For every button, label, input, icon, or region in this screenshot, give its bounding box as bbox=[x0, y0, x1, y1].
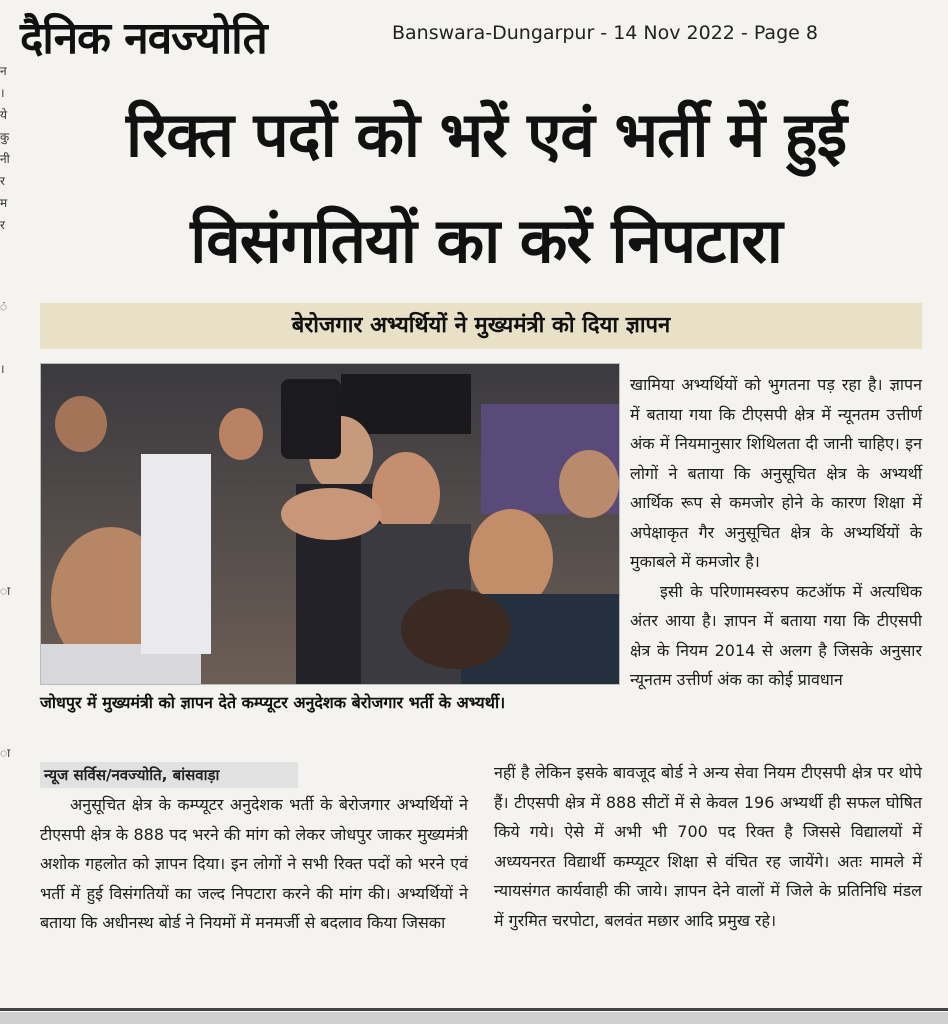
photo-caption: जोधपुर में मुख्यमंत्री को ज्ञापन देते कम्प्यूटर अनुदेशक बेरोजगार भर्ती के अभ्यर्थी। bbox=[40, 693, 506, 712]
strip-char: ा bbox=[0, 584, 11, 598]
news-photo bbox=[40, 363, 620, 685]
article-column-left bbox=[40, 790, 468, 938]
subheadline: बेरोजगार अभ्यर्थियों ने मुख्यमंत्री को दिया ज्ञापन bbox=[40, 303, 922, 349]
strip-char: कु bbox=[0, 130, 10, 144]
article-paragraph: नहीं है लेकिन इसके बावजूद बोर्ड ने अन्य सेवा नियम टीएसपी क्षेत्र पर थोपे हैं। टीएसपी क्षेत्र में 888 सीटों में से केवल 196 अभ्यर्थी ही सफल घोषित किये गये। ऐसे में अभी भी 700 पद रिक्त है जिससे विद्यालयों में अध्ययनरत विद्यार्थी कम्प्यूटर शिक्षा से वंचित रह जायेंगे। अतः मामले में न्यायसंगत कार्यवाही की जाये। ज्ञापन देने वालों में जिले के प्रतिनिधि मंडल में गुरमित चरपोटा, बलवंत मछार आदि प्रमुख रहे। bbox=[494, 763, 922, 930]
photo-icon bbox=[41, 364, 619, 684]
edition-info: Banswara-Dungarpur - 14 Nov 2022 - Page 8 bbox=[392, 22, 818, 44]
article-paragraph: इसी के परिणामस्वरुप कटऑफ में अत्यधिक अंतर आया है। ज्ञापन में बताया गया कि टीएसपी क्षेत्र के नियम 2014 से अलग है जिसके अनुसार न्यूनतम उत्तीर्ण अंक का कोई प्रावधान bbox=[630, 581, 922, 689]
strip-char: र bbox=[0, 174, 5, 188]
adjacent-column-fragment bbox=[0, 60, 16, 920]
headline-line-1: रिक्त पदों को भरें एवं भर्ती में हुई bbox=[125, 98, 847, 171]
strip-char: । bbox=[0, 86, 5, 100]
strip-char: न bbox=[0, 64, 7, 78]
strip-char: र bbox=[0, 218, 5, 232]
article-column-right-bottom bbox=[494, 758, 922, 935]
strip-char: म bbox=[0, 196, 8, 210]
strip-char: । bbox=[0, 362, 5, 376]
strip-char: ं bbox=[0, 300, 8, 314]
byline: न्यूज सर्विस/नवज्योति, बांसवाड़ा bbox=[40, 762, 298, 788]
article-paragraph: खामिया अभ्यर्थियों को भुगतना पड़ रहा है। ज्ञापन में बताया गया कि टीएसपी क्षेत्र में न्यूनतम उत्तीर्ण अंक में नियमानुसार शिथिलता दी जानी चाहिए। इन लोगों ने बताया कि अनुसूचित क्षेत्र के अभ्यर्थी आर्थिक रूप से कमजोर होने के कारण शिक्षा में अपेक्षाकृत गैर अनुसूचित क्षेत्र के अभ्यर्थियों के मुकाबले में कमजोर है। bbox=[630, 375, 922, 571]
strip-char: ा bbox=[0, 746, 11, 760]
strip-char: नी bbox=[0, 152, 10, 166]
headline bbox=[36, 82, 936, 294]
article-column-right-top bbox=[630, 370, 922, 695]
newspaper-masthead: दैनिक नवज्योति bbox=[20, 13, 267, 64]
strip-char: ये bbox=[0, 108, 7, 122]
headline-line-2: विसंगतियों का करें निपटारा bbox=[190, 204, 782, 277]
next-article-fragment bbox=[0, 1012, 948, 1024]
article-paragraph: अनुसूचित क्षेत्र के कम्प्यूटर अनुदेशक भर्ती के बेरोजगार अभ्यर्थियों ने टीएसपी क्षेत्र के 888 पद भरने की मांग को लेकर जोधपुर जाकर मुख्यमंत्री अशोक गहलोत को ज्ञापन दिया। इन लोगों ने सभी रिक्त पदों को भरने एवं भर्ती में हुई विसंगतियों का जल्द निपटारा करने की मांग की। अभ्यर्थियों ने बताया कि अधीनस्थ बोर्ड ने नियमों में मनमर्जी से बदलाव किया जिसका bbox=[40, 795, 468, 932]
page-divider bbox=[0, 1008, 948, 1011]
